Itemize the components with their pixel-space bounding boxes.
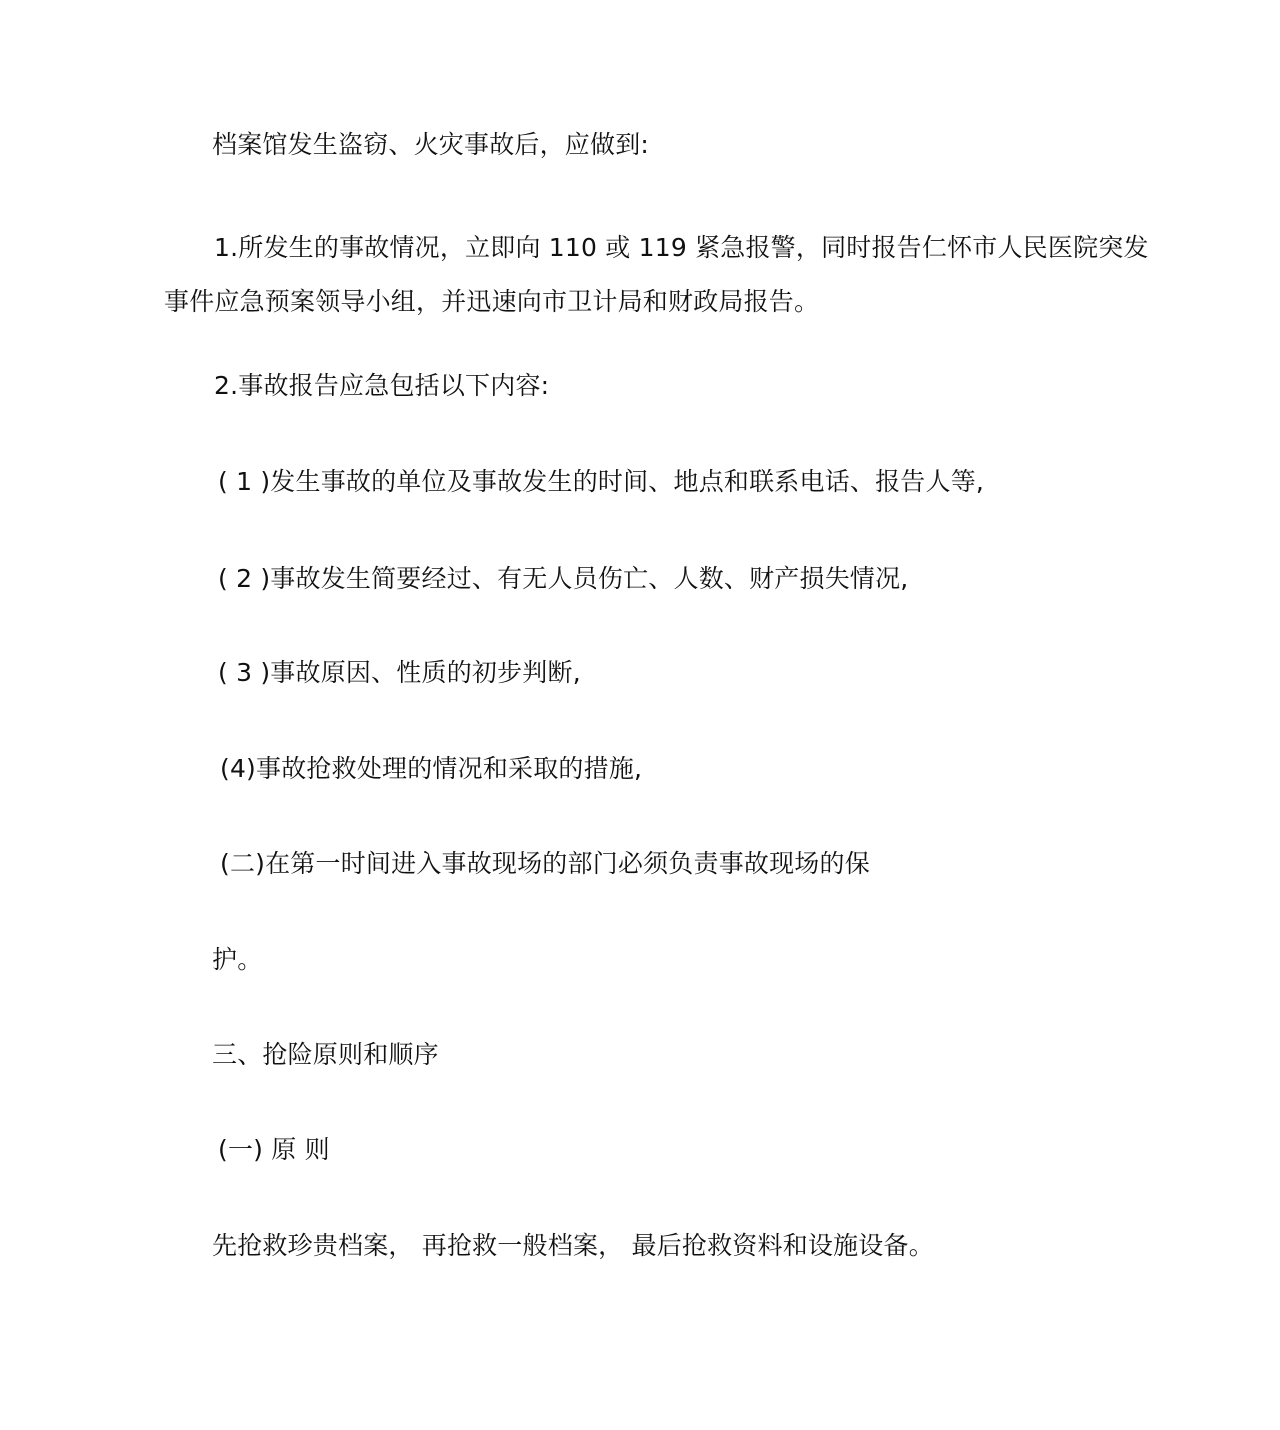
sub-item-4: (4)事故抢救处理的情况和采取的措施,: [220, 754, 643, 783]
intro-line: 档案馆发生盗窃、火灾事故后，应做到:: [212, 130, 650, 159]
sub-item-2: ( 2 )事故发生简要经过、有无人员伤亡、人数、财产损失情况,: [218, 564, 909, 593]
section-2-line-2: 护。: [212, 945, 263, 974]
section-2-line-1: (二)在第一时间进入事故现场的部门必须负责事故现场的保: [220, 849, 870, 878]
item-2-heading: 2.事故报告应急包括以下内容:: [214, 371, 550, 400]
sub-item-3: ( 3 )事故原因、性质的初步判断,: [218, 658, 581, 687]
principle-heading: (一) 原 则: [218, 1135, 330, 1164]
principle-text: 先抢救珍贵档案， 再抢救一般档案， 最后抢救资料和设施设备。: [212, 1231, 934, 1260]
section-3-heading: 三、抢险原则和顺序: [212, 1040, 439, 1069]
item-1-line-1: 1.所发生的事故情况，立即向 110 或 119 紧急报警，同时报告仁怀市人民医院突发: [214, 233, 1149, 262]
sub-item-1: ( 1 )发生事故的单位及事故发生的时间、地点和联系电话、报告人等,: [218, 467, 985, 496]
item-1-line-2: 事件应急预案领导小组，并迅速向市卫计局和财政局报告。: [164, 287, 820, 316]
